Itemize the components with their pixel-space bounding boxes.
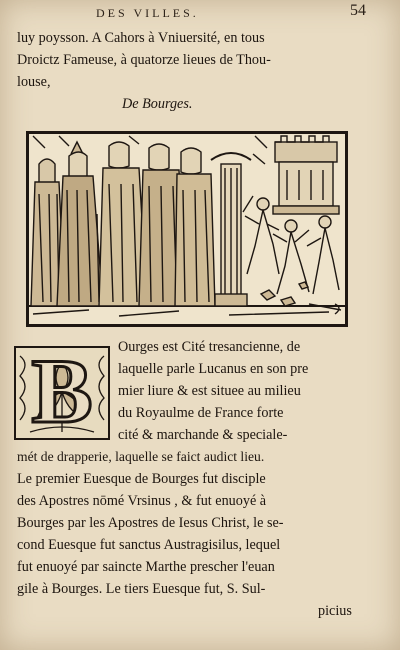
page-header: [96, 4, 366, 22]
intro-line: luy poysson. A Cahors à Vniuersité, en tous: [17, 30, 265, 46]
body-line: mier liure & est situee au milieu: [118, 383, 301, 399]
woodcut-illustration: [26, 131, 348, 327]
body-line: cité & marchande & speciale-: [118, 427, 288, 443]
woodcut-figures-icon: [29, 134, 345, 324]
running-title: DES VILLES.: [96, 6, 199, 20]
body-line: mét de drapperie, laquelle se faict audict lieu.: [17, 449, 265, 464]
body-line: laquelle parle Lucanus en son pre: [118, 361, 309, 377]
catchword: picius: [318, 603, 352, 619]
body-line: cond Euesque fut sanctus Austragisilus, lequel: [17, 537, 281, 553]
page-number: 54: [350, 2, 366, 19]
body-line: Le premier Euesque de Bourges fut disciple: [17, 471, 266, 487]
intro-line: Droictz Fameuse, à quatorze lieues de Thou-: [17, 52, 271, 68]
body-line: Bourges par les Apostres de Iesus Christ, le se-: [17, 515, 284, 531]
body-line: des Apostres nōmé Vrsinus , & fut enuoyé à: [17, 493, 267, 509]
dropcap: [14, 340, 110, 442]
section-heading: De Bourges.: [122, 96, 193, 112]
body-line: fut enuoyé par saincte Marthe prescher l'euan: [17, 559, 275, 575]
body-line: du Royaulme de France forte: [118, 405, 284, 421]
dropcap-letter: B: [31, 340, 93, 442]
intro-line: louse,: [17, 74, 51, 90]
body-line: gile à Bourges. Le tiers Euesque fut, S. Sul-: [17, 581, 266, 597]
body-line: Ourges est Cité tresancienne, de: [118, 339, 301, 355]
